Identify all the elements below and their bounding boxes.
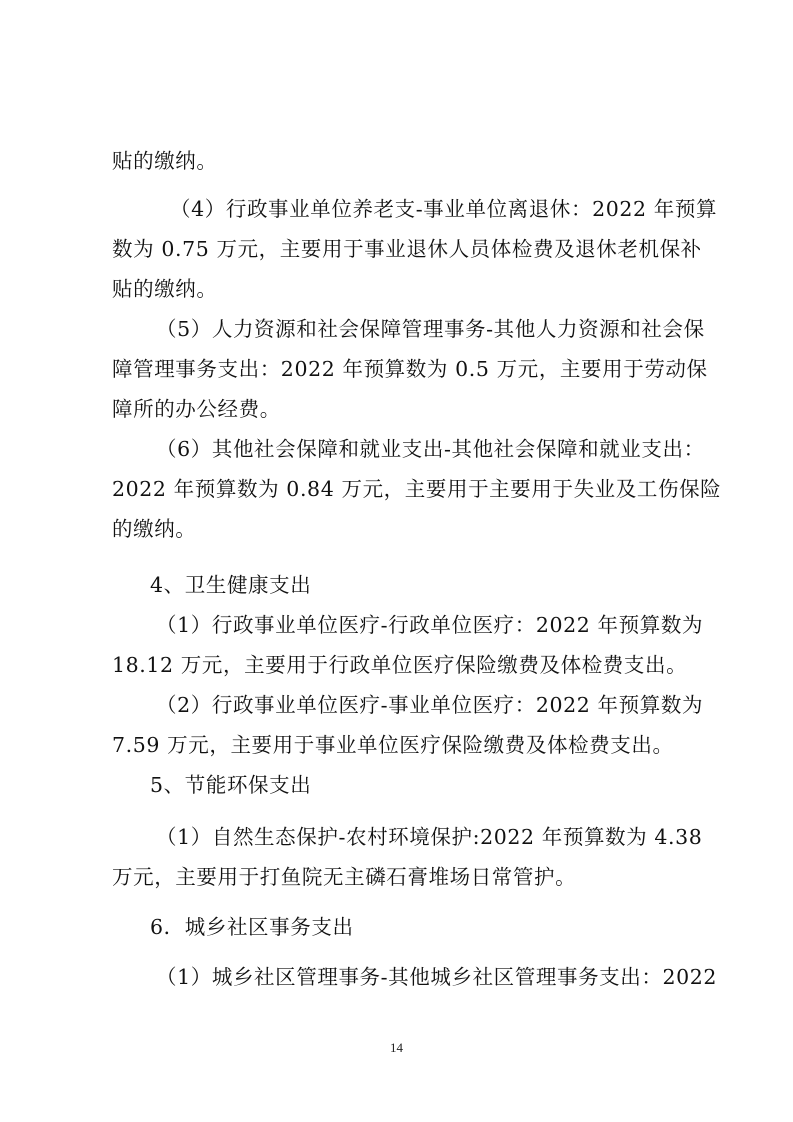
paragraph-line: 贴的缴纳。 xyxy=(112,277,218,301)
section-heading: 6．城乡社区事务支出 xyxy=(150,915,354,939)
paragraph-line: （6）其他社会保障和就业支出-其他社会保障和就业支出： xyxy=(156,437,705,461)
paragraph-line: 的缴纳。 xyxy=(112,517,197,541)
paragraph-line: （4）行政事业单位养老支-事业单位离退休：2022 年预算 xyxy=(170,197,718,221)
page-number: 14 xyxy=(390,1040,403,1055)
paragraph-line: 2022 年预算数为 0.84 万元，主要用于主要用于失业及工伤保险 xyxy=(112,477,722,501)
section-heading: 4、卫生健康支出 xyxy=(150,573,312,597)
paragraph-line: 18.12 万元，主要用于行政单位医疗保险缴费及体检费支出。 xyxy=(112,653,688,677)
paragraph-line: （2）行政事业单位医疗-事业单位医疗：2022 年预算数为 xyxy=(156,693,704,717)
paragraph-line: 万元，主要用于打鱼院无主磷石膏堆场日常管护。 xyxy=(112,865,577,889)
paragraph-line: 7.59 万元，主要用于事业单位医疗保险缴费及体检费支出。 xyxy=(112,733,674,757)
paragraph-line: （5）人力资源和社会保障管理事务-其他人力资源和社会保 xyxy=(156,317,705,341)
paragraph-line: （1）城乡社区管理事务-其他城乡社区管理事务支出：2022 xyxy=(156,965,718,989)
section-heading: 5、节能环保支出 xyxy=(150,773,312,797)
paragraph-line: 数为 0.75 万元，主要用于事业退休人员体检费及退休老机保补 xyxy=(112,237,702,261)
paragraph-line: 贴的缴纳。 xyxy=(112,149,218,173)
paragraph-line: 障管理事务支出：2022 年预算数为 0.5 万元，主要用于劳动保 xyxy=(112,357,708,381)
paragraph-line: （1）自然生态保护-农村环境保护:2022 年预算数为 4.38 xyxy=(156,825,703,849)
paragraph-line: （1）行政事业单位医疗-行政单位医疗：2022 年预算数为 xyxy=(156,613,704,637)
paragraph-line: 障所的办公经费。 xyxy=(112,397,281,421)
